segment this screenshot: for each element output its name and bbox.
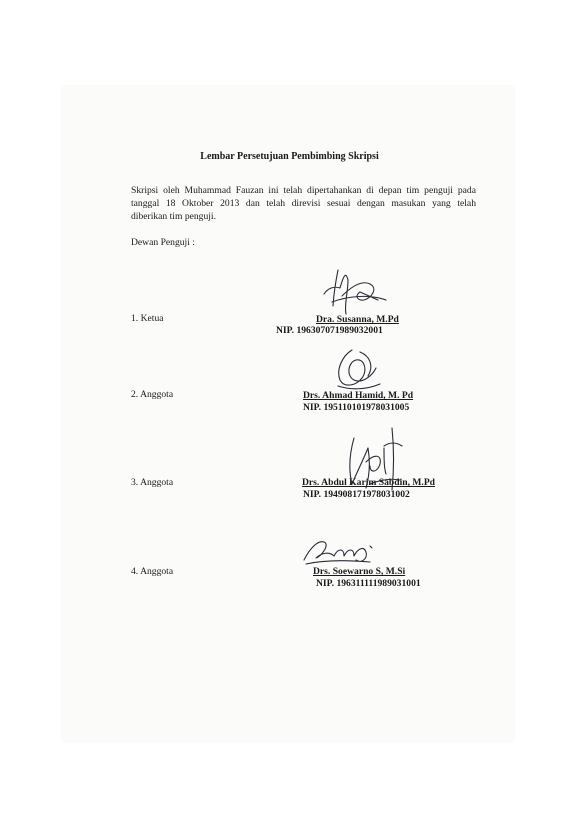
- signature-2: [330, 346, 386, 394]
- examiner-nip: NIP. 195110101978031005: [303, 402, 410, 413]
- signature-3: [340, 418, 408, 508]
- examiner-nip: NIP. 196311111989031001: [316, 578, 421, 589]
- paragraph-line: tanggal 18 Oktober 2013 dan telah direvisi sesuai dengan masukan yang telah: [131, 198, 476, 209]
- approval-paragraph: [131, 184, 476, 223]
- examiner-role: 3. Anggota: [131, 477, 174, 488]
- document-title: Lembar Persetujuan Pembimbing Skripsi: [200, 151, 379, 162]
- signature-4: [300, 534, 380, 568]
- signature-1: [318, 266, 398, 322]
- examiner-name: Drs. Abdul Karim Sabdin, M.Pd: [302, 477, 436, 488]
- examiner-name: Dra. Susanna, M.Pd: [316, 314, 399, 325]
- dewan-penguji-label: Dewan Penguji :: [131, 237, 195, 248]
- examiner-name: Drs. Ahmad Hamid, M. Pd: [303, 390, 414, 401]
- examiner-nip: NIP. 194908171978031002: [303, 489, 410, 500]
- examiner-role: 2. Anggota: [131, 389, 174, 400]
- paragraph-line: diberikan tim penguji.: [131, 211, 216, 222]
- examiner-role: 1. Ketua: [131, 313, 164, 324]
- examiner-role: 4. Anggota: [131, 566, 174, 577]
- paragraph-line: Skripsi oleh Muhammad Fauzan ini telah dipertahankan di depan tim penguji pada: [131, 185, 476, 196]
- examiner-nip: NIP. 196307071989032001: [276, 325, 383, 336]
- examiner-name: Drs. Soewarno S, M.Si: [313, 566, 406, 577]
